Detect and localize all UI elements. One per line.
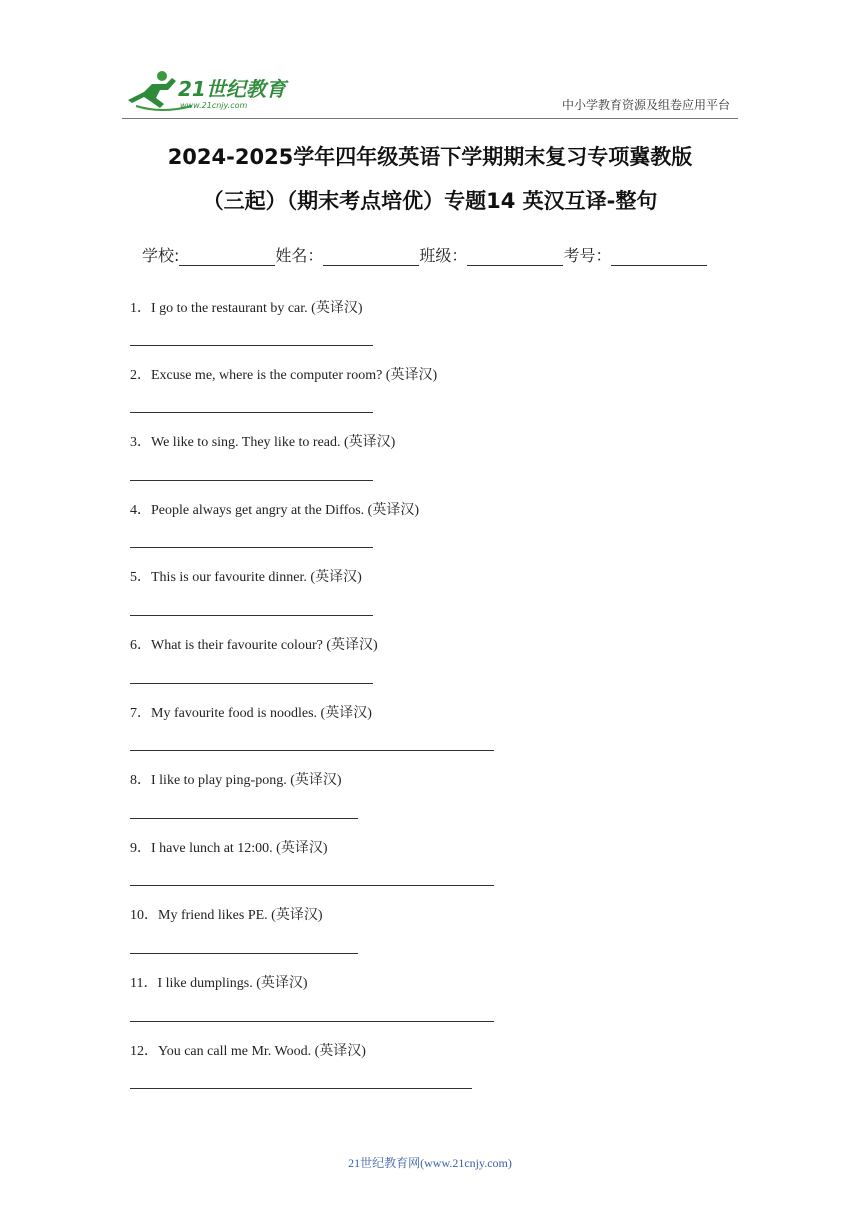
question-10: 10．My friend likes PE. (英译汉)	[130, 908, 323, 923]
school-blank[interactable]	[179, 247, 275, 266]
student-info	[142, 243, 707, 266]
question-6: 6．What is their favourite colour? (英译汉)	[130, 638, 378, 653]
question-9: 9．I have lunch at 12:00. (英译汉)	[130, 841, 328, 856]
question-11: 11．I like dumplings. (英译汉)	[130, 976, 308, 991]
header-divider	[122, 118, 738, 119]
question-7: 7．My favourite food is noodles. (英译汉)	[130, 706, 372, 721]
question-3: 3．We like to sing. They like to read. (英译汉)	[130, 435, 396, 450]
class-label: 班级：	[419, 246, 468, 265]
page-title-line1: 2024-2025学年四年级英语下学期期末复习专项冀教版	[167, 145, 693, 169]
page-header	[0, 0, 860, 116]
answer-line-4[interactable]	[130, 547, 373, 548]
question-1: 1．I go to the restaurant by car. (英译汉)	[130, 301, 363, 316]
answer-line-1[interactable]	[130, 345, 373, 346]
answer-line-10[interactable]	[130, 953, 358, 954]
class-blank[interactable]	[467, 247, 563, 266]
question-4: 4．People always get angry at the Diffos. (英译汉)	[130, 503, 420, 518]
name-label: 姓名：	[275, 246, 324, 265]
question-8: 8．I like to play ping-pong. (英译汉)	[130, 773, 342, 788]
question-5: 5．This is our favourite dinner. (英译汉)	[130, 570, 362, 585]
answer-line-6[interactable]	[130, 683, 373, 684]
answer-line-5[interactable]	[130, 615, 373, 616]
platform-tagline: 中小学教育资源及组卷应用平台	[561, 98, 730, 112]
page-footer: 21世纪教育网(www.21cnjy.com)	[348, 1156, 512, 1170]
question-2: 2．Excuse me, where is the computer room? (英译汉)	[130, 368, 438, 383]
logo-url: www.21cnjy.com	[180, 101, 248, 110]
logo-text: 21世纪教育	[178, 77, 286, 101]
answer-line-9[interactable]	[130, 885, 494, 886]
school-label: 学校:	[142, 246, 180, 265]
logo	[122, 70, 292, 114]
page-title-line2: （三起）（期末考点培优）专题14 英汉互译-整句	[202, 189, 658, 213]
question-12: 12．You can call me Mr. Wood. (英译汉)	[130, 1044, 366, 1059]
answer-line-12[interactable]	[130, 1088, 472, 1089]
name-blank[interactable]	[323, 247, 419, 266]
answer-line-8[interactable]	[130, 818, 358, 819]
answer-line-2[interactable]	[130, 412, 373, 413]
answer-line-3[interactable]	[130, 480, 373, 481]
number-blank[interactable]	[611, 247, 707, 266]
answer-line-7[interactable]	[130, 750, 494, 751]
number-label: 考号：	[563, 246, 612, 265]
answer-line-11[interactable]	[130, 1021, 494, 1022]
